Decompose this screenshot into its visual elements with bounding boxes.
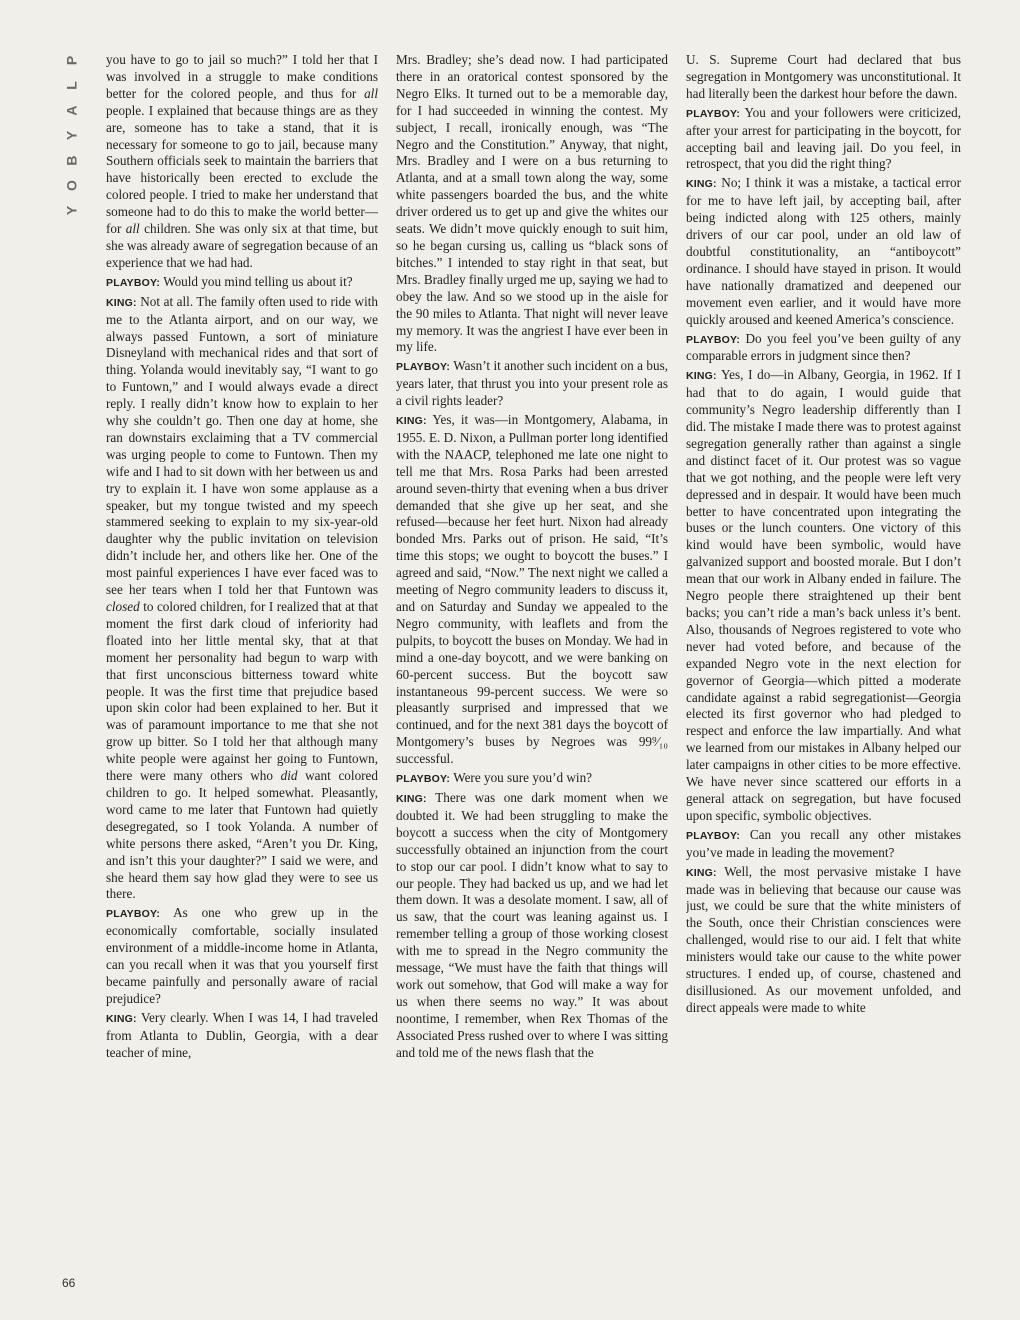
paragraph: [106, 1010, 378, 1062]
italic-text: did: [280, 768, 298, 784]
paragraph: [106, 52, 378, 272]
body-text: Were you sure you’d win?: [453, 770, 593, 786]
body-text: Mrs. Bradley; she’s dead now. I had participated there in an oratorical contest sponsored by the Negro Elks. It turned out to be a memorable day, for I had succeeded in winning the contest. My subject, I recall, ironically enough, was “The Negro and the Constitution.” Anyway, that night, Mrs. Bradley and I were on a bus returning to Atlanta, and at a small town along the way, some white passengers boarded the bus, and the white driver ordered us to get up and give the whites our seats. We didn’t move quickly enough to suit him, so he began cursing us, calling us “black sons of bitches.” I intended to stay right in that seat, but Mrs. Bradley finally urged me up, saying we had to obey the law. And so we stood up in the aisle for the 90 miles to Atlanta. That night will never leave my memory. It was the angriest I have ever been in my life.: [396, 52, 668, 355]
speaker-label: PLAYBOY:: [396, 773, 451, 786]
masthead-letter: P: [63, 55, 80, 66]
page-number: 66: [62, 1276, 76, 1290]
paragraph: [396, 52, 668, 356]
body-text: Wasn’t it another such incident on a bus, years later, that thrust you into your present role as a civil rights leader?: [396, 358, 668, 409]
paragraph: [106, 294, 378, 904]
paragraph: [686, 827, 961, 862]
body-text: Very clearly. When I was 14, I had traveled from Atlanta to Dublin, Georgia, with a dear teacher of mine,: [106, 1009, 378, 1060]
paragraph: [396, 412, 668, 768]
body-text: There was one dark moment when we doubted it. We had been struggling to make the boycott a success when the city of Montgomery successfully obtained an injunction from the court to stop our car pool. I didn’t know what to say to our people. They had backed us up, and we had let them down. It was a desolate moment. I saw, all of us saw, that the court was leaning against us. I remember telling a group of those working closest with me to spread in the Negro community the message, “We must have the faith that things will work out somehow, that God will make a way for us when there seems no way.” It was about noontime, I remember, when Rex Thomas of the Associated Press rushed over to where I was sitting and told me of the news flash that the: [396, 789, 668, 1060]
body-text: Not at all. The family often used to ride with me to the Atlanta airport, and on our way, we always passed Funtown, a sort of miniature Disneyland with mechanical rides and that sort of thing. Yolanda would inevitably say, “I want to go to Funtown,” and I would always evade a direct reply. I really didn’t know how to explain to her why she couldn’t go. Then one day at home, she ran downstairs exclaiming that a TV commercial was urging people to come to Funtown. Then my wife and I had to sit down with her between us and try to explain it. I have won some applause as a speaker, but my tongue twisted and my speech stammered seeking to explain to my six-year-old daughter why the public invitation on television didn’t include her, and others like her. One of the most painful experiences I have ever faced was to see her tears when I told her that Funtown was: [106, 293, 378, 598]
body-text: You and your followers were criticized, after your arrest for participating in the boycott, for accepting bail and leaving jail. Do you feel, in retrospect, that you did the right thing?: [686, 104, 961, 172]
speaker-label: KING:: [686, 178, 717, 191]
speaker-label: PLAYBOY:: [686, 333, 741, 346]
body-text: want colored children to go. It helped somewhat. Pleasantly, word came to me later that Funtown had quietly desegregated, so I took Yolanda. A number of white persons there asked, “Aren’t you Dr. King, and isn’t this your daughter?” I said we were, and she heard them say how glad they were to see us there.: [106, 768, 378, 902]
paragraph: [686, 864, 961, 1017]
body-text: children. She was only six at that time, but she was already aware of segregation because of an experience that we had had.: [106, 221, 378, 270]
masthead-letter: B: [63, 155, 80, 166]
italic-text: all: [364, 85, 378, 101]
masthead-letter: O: [63, 180, 80, 191]
paragraph: [686, 367, 961, 824]
speaker-label: KING:: [396, 792, 427, 805]
body-text: U. S. Supreme Court had declared that bus segregation in Montgomery was unconstitutional. It had literally been the darkest hour before the dawn.: [686, 52, 961, 101]
body-text: you have to go to jail so much?” I told her that I was involved in a struggle to make conditions better for the colored people, and thus for: [106, 52, 378, 101]
speaker-label: KING:: [106, 1012, 137, 1025]
body-text: Would you mind telling us about it?: [163, 273, 353, 289]
body-text: Well, the most pervasive mistake I have made was in believing that because our cause was just, we could be sure that the white ministers of the South, once their Christian consciences were challenged, would rise to our aid. I felt that white ministers would take our cause to the white power structures. I ended up, of course, chastened and disillusioned. As our movement unfolded, and direct appeals were made to white: [686, 863, 961, 1015]
italic-text: all: [125, 221, 140, 237]
speaker-label: PLAYBOY:: [686, 107, 741, 120]
masthead-vertical: [62, 48, 82, 223]
body-text: As one who grew up in the economically comfortable, socially insulated environment of a middle-income home in Atlanta, can you recall when it was that you yourself first became painfully and personally aware of racial prejudice?: [106, 905, 378, 1006]
paragraph: [396, 770, 668, 788]
masthead-letter: Y: [63, 205, 80, 216]
paragraph: [396, 790, 668, 1062]
speaker-label: KING:: [686, 866, 717, 879]
paragraph: [686, 52, 961, 103]
text-column-3: [686, 52, 961, 1297]
speaker-label: PLAYBOY:: [106, 276, 161, 289]
paragraph: [686, 105, 961, 174]
paragraph: [686, 175, 961, 328]
text-column-1: [106, 52, 378, 1297]
body-text: No; I think it was a mistake, a tactical error for me to have left jail, by accepting bail, after being indicted along with 125 others, mainly drivers of our car pool, under an old law of doubtful constitutionality, an “antiboycott” ordinance. I should have stayed in prison. It would have nationally dramatized and deepened our movement even earlier, and it would have more quickly aroused and keened America’s conscience.: [686, 175, 961, 327]
italic-text: closed: [106, 599, 140, 614]
text-column-2: [396, 52, 668, 1297]
body-text: Can you recall any other mistakes you’ve made in leading the movement?: [686, 826, 961, 860]
speaker-label: PLAYBOY:: [686, 829, 741, 842]
paragraph: [686, 331, 961, 366]
body-text: to colored children, for I realized that at that moment the first dark cloud of inferiority had floated into her little mental sky, that at that moment her personality had begun to warp with that first unconscious bitterness toward white people. It was the first time that prejudice based upon skin color had been explained to her. But it was of paramount importance to me that she not grow up bitter. So I told her that although many white people were against her going to Funtown, there were many others who: [106, 599, 378, 784]
masthead-letter: A: [63, 105, 80, 116]
masthead-letter: Y: [63, 130, 80, 141]
paragraph: [106, 905, 378, 1007]
body-text: Yes, I do—in Albany, Georgia, in 1962. If I had that to do again, I would guide that community’s Negro leadership differently than I did. The mistake I made there was to protest against segregation generally rather than against a single and distinct facet of it. Our protest was so vague that we got nothing, and the people were left very depressed and in despair. It would have been much better to have concentrated upon integrating the buses or the lunch counters. One victory of this kind would have been symbolic, would have galvanized support and boosted morale. But I don’t mean that our work in Albany ended in failure. The Negro people there straightened up their bent backs; you can’t ride a man’s back unless it’s bent. Also, thousands of Negroes registered to vote who never had voted before, and because of the expanded Negro vote in the next election for governor of Georgia—which pitted a moderate candidate against a rabid segregationist—Georgia elected its first governor who had pledged to respect and enforce the law impartially. And what we learned from our mistakes in Albany helped our later campaigns in other cities to be more effective. We have never since scattered our efforts in a general attack on segregation, but have focused upon specific, symbolic objectives.: [686, 367, 961, 823]
speaker-label: PLAYBOY:: [396, 361, 451, 374]
body-text: Do you feel you’ve been guilty of any comparable errors in judgment since then?: [686, 330, 961, 364]
speaker-label: KING:: [106, 296, 137, 309]
paragraph: [396, 358, 668, 410]
body-text: people. I explained that because things are as they are, someone has to take a stand, that it is necessary for someone to go to jail, because many Southern officials seek to maintain the barriers that have historically been erected to exclude the colored people. I tried to make her understand that someone had to do this to make the world better—for: [106, 102, 378, 237]
body-text: Yes, it was—in Montgomery, Alabama, in 1955. E. D. Nixon, a Pullman porter long identified with the NAACP, telephoned me late one night to tell me that Mrs. Rosa Parks had been arrested around seven-thirty that evening when a bus driver demanded that she give up her seat, and she refused—because her feet hurt. Nixon had already bonded Mrs. Parks out of prison. He said, “It’s time this stops; we ought to boycott the buses.” I agreed and said, “Now.” The next night we called a meeting of Negro community leaders to discuss it, and on Saturday and Sunday we appealed to the Negro community, with leaflets and from the pulpits, to boycott the buses on Monday. We had in mind a one-day boycott, and we were banking on 60-percent success. But the boycott saw instantaneous 99-percent success. We were so pleasantly surprised and impressed that we continued, and for the next 381 days the boycott of Montgomery’s buses by Negroes was 99⁹⁄₁₀ successful.: [396, 412, 668, 767]
speaker-label: KING:: [396, 415, 427, 428]
speaker-label: PLAYBOY:: [106, 908, 161, 921]
speaker-label: KING:: [686, 370, 717, 383]
masthead-letter: L: [63, 81, 80, 90]
paragraph: [106, 274, 378, 292]
